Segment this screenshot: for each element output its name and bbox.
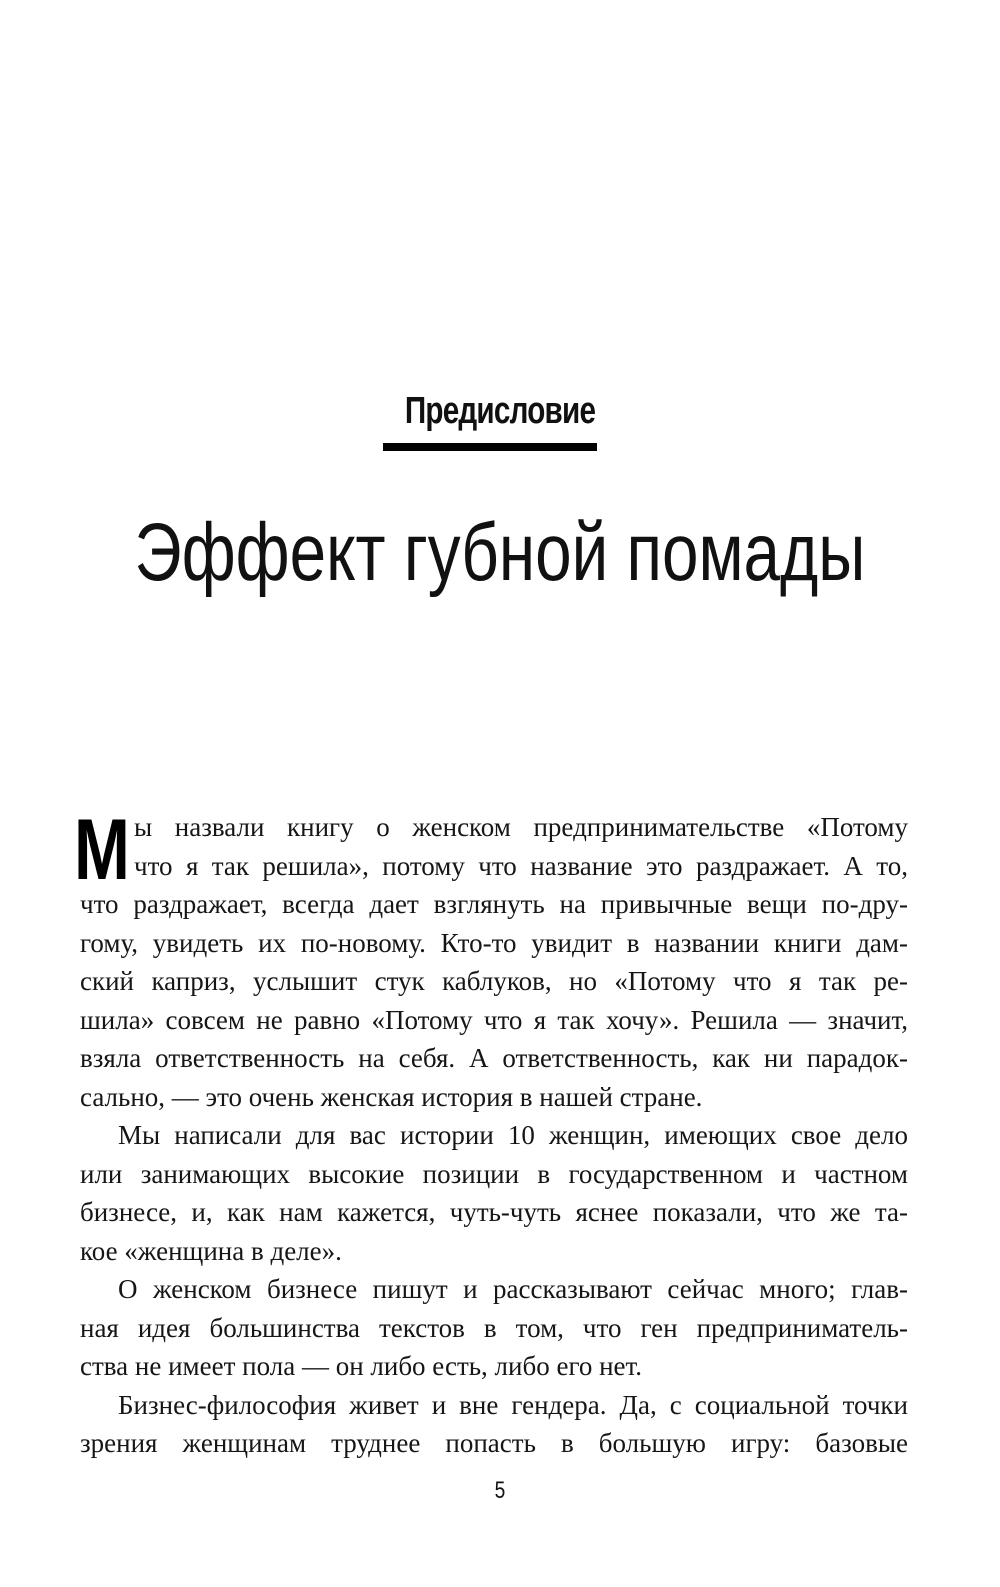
text-line: взяла ответственность на себя. А ответственность, как ни парадок- xyxy=(80,1043,908,1073)
text-line: кое «женщина в деле». xyxy=(80,1235,342,1266)
text-line: Мы написали для вас истории 10 женщин, имеющих свое дело xyxy=(118,1120,908,1150)
text-line: бизнесе, и, как нам кажется, чуть-чуть яснее показали, что же та- xyxy=(80,1197,908,1227)
text-line: или занимающих высокие позиции в государственном и частном xyxy=(80,1158,908,1189)
text-line: сально, — это очень женская история в нашей стране. xyxy=(80,1081,703,1112)
section-underline xyxy=(383,443,597,451)
text-line: зрения женщинам труднее попасть в большую игру: базовые xyxy=(80,1428,908,1458)
text-line: что раздражает, всегда дает взглянуть на привычные вещи по-дру- xyxy=(80,889,908,919)
text-line: О женском бизнесе пишут и рассказывают сейчас много; глав- xyxy=(118,1274,908,1304)
drop-cap: М xyxy=(74,802,130,898)
chapter-title: Эффект губной помады xyxy=(134,507,866,598)
text-line: ский каприз, услышит стук каблуков, но «Потому что я так ре- xyxy=(80,966,908,996)
text-line: ная идея большинства текстов в том, что ген предприниматель- xyxy=(80,1312,908,1343)
text-line: ы назвали книгу о женском предпринимательстве «Потому xyxy=(134,812,908,842)
page-number: 5 xyxy=(494,1477,506,1504)
text-line: что я так решила», потому что название это раздражает. А то, xyxy=(134,850,908,881)
text-line: шила» совсем не равно «Потому что я так хочу». Решила — значит, xyxy=(80,1004,908,1035)
body-text xyxy=(80,808,908,1463)
section-label: Предисловие xyxy=(404,390,596,432)
text-line: гому, увидеть их по-новому. Кто-то увидит в названии книги дам- xyxy=(80,927,908,958)
text-line: Бизнес-философия живет и вне гендера. Да, с социальной точки xyxy=(118,1389,908,1420)
text-line: ства не имеет пола — он либо есть, либо его нет. xyxy=(80,1351,643,1381)
